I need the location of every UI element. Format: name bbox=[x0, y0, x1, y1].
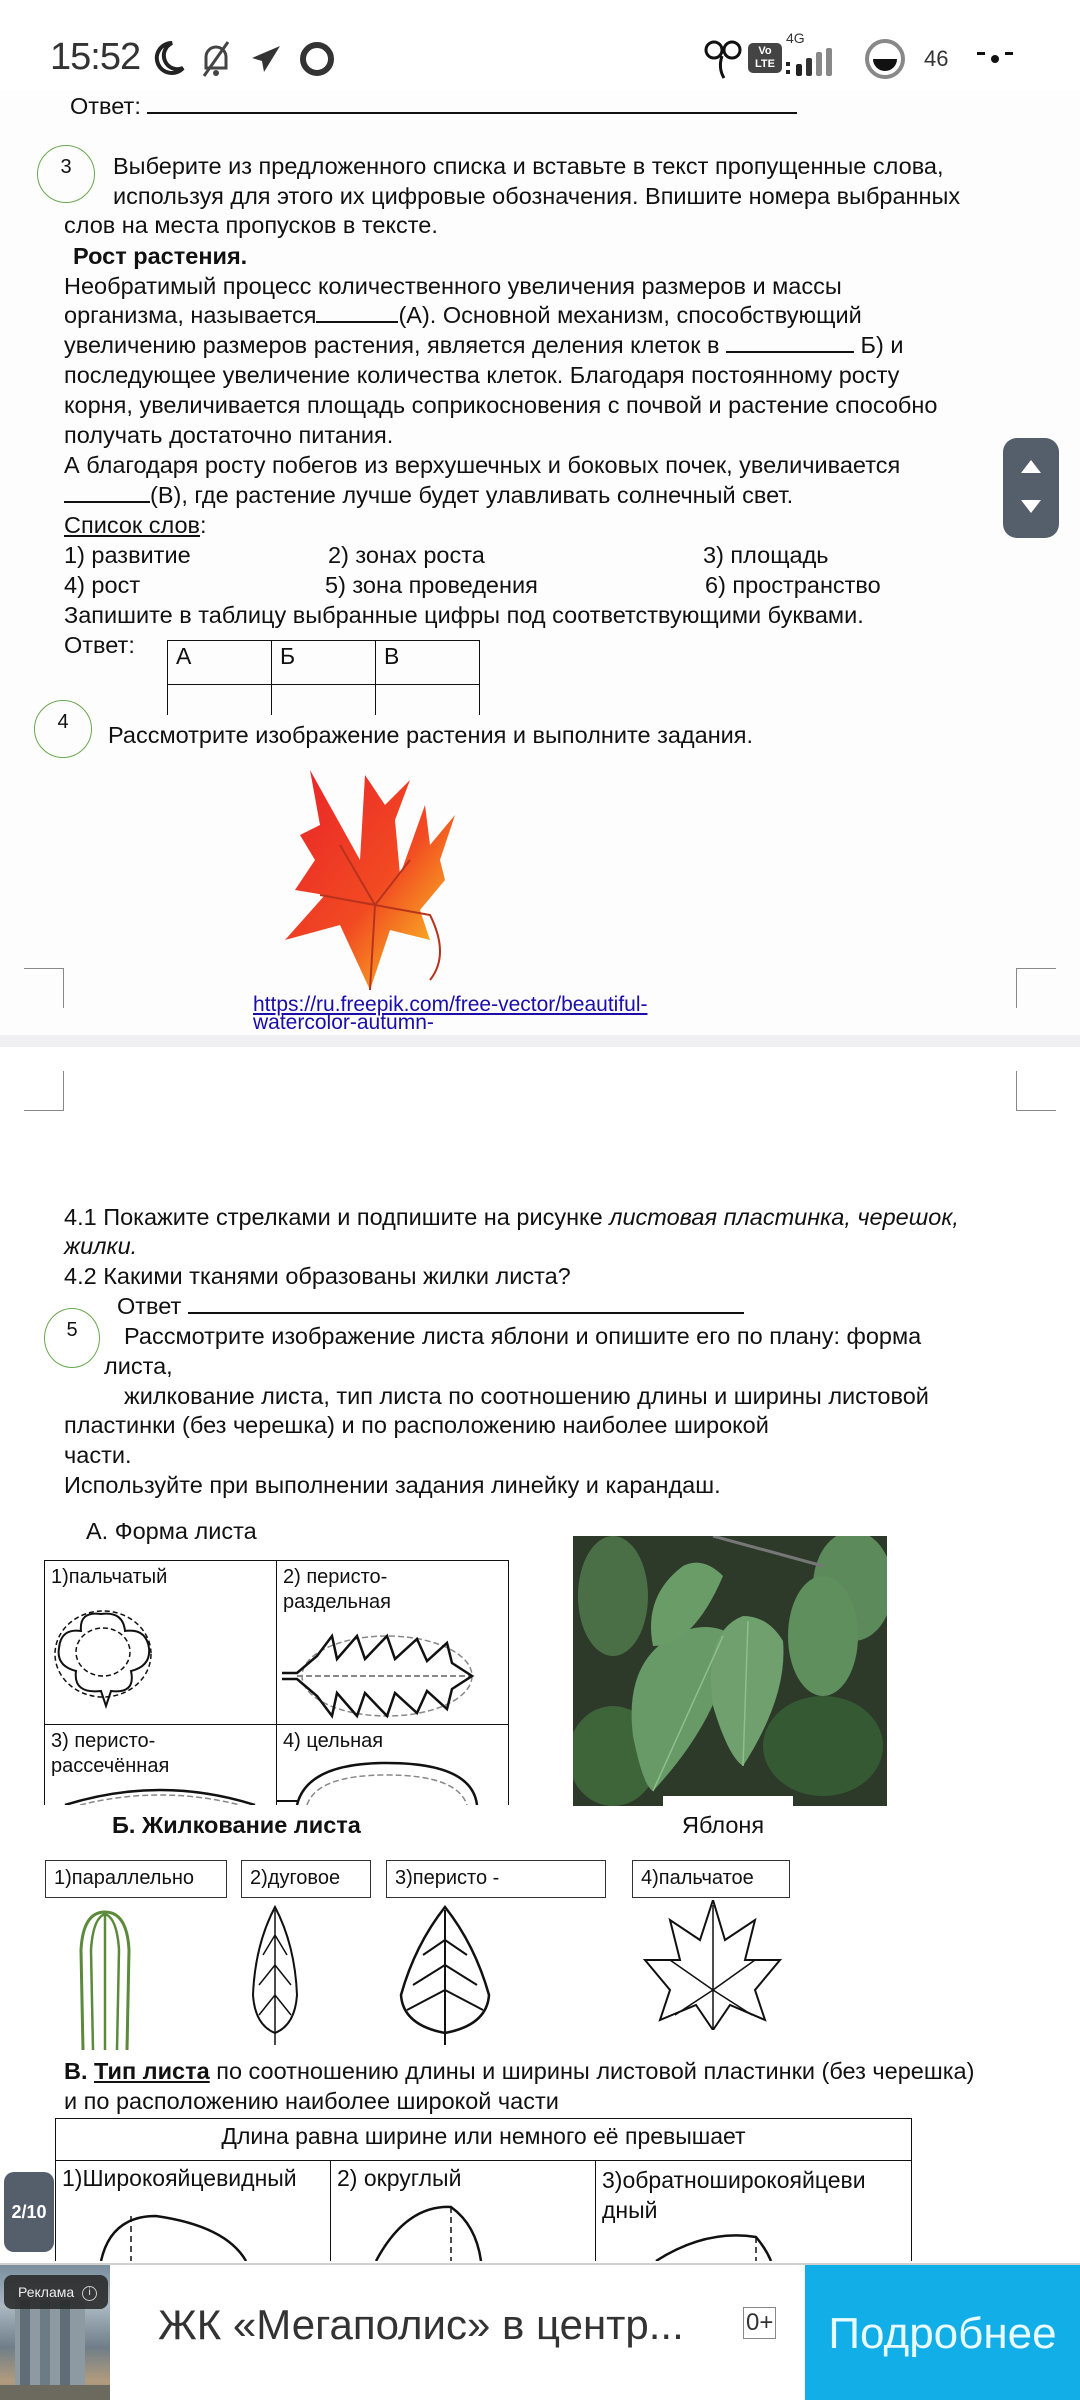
form-cell-2 bbox=[277, 1561, 509, 1725]
blank-v[interactable] bbox=[64, 481, 150, 503]
prev-answer-blank[interactable] bbox=[147, 92, 797, 114]
volte-icon: Vo LTE bbox=[748, 43, 782, 73]
q3-answer-table bbox=[167, 640, 480, 715]
more-icon bbox=[975, 48, 1015, 68]
q5-line-1: Рассмотрите изображение листа яблони и опишите его по плану: форма bbox=[124, 1323, 922, 1349]
form-cell-1 bbox=[45, 1561, 277, 1725]
venation-heading: Б. Жилкование листа bbox=[112, 1812, 361, 1838]
palmate-form-diagram bbox=[51, 1606, 161, 1711]
q4-subtask-2: 4.2 Какими тканями образованы жилки листа? bbox=[64, 1263, 571, 1289]
image-source-link-2[interactable]: watercolor-autumn- bbox=[253, 1011, 434, 1034]
status-bar bbox=[0, 0, 1080, 90]
flower-icon bbox=[704, 38, 744, 80]
q3-instruction-3: слов на места пропусков в тексте. bbox=[64, 212, 438, 238]
q5-line-4: пластинки (без черешка) и по расположению наиболее широкой bbox=[64, 1412, 769, 1438]
answer-cell-v[interactable] bbox=[376, 685, 480, 715]
prev-answer-label: Ответ: bbox=[70, 93, 141, 119]
q4-subtask-1-cont: жилки. bbox=[64, 1233, 138, 1259]
blank-a[interactable] bbox=[316, 301, 398, 323]
q5-line-6: Используйте при выполнении задания линейку и карандаш. bbox=[64, 1472, 721, 1498]
question-4-number: 4 bbox=[34, 700, 92, 758]
type-cell-3 bbox=[596, 2161, 912, 2261]
pinnatisect-form-diagram bbox=[60, 1781, 260, 1805]
word-1: 1) развитие bbox=[64, 542, 191, 568]
type-cell-1 bbox=[56, 2161, 331, 2261]
q3-text-line-1: Необратимый процесс количественного увеличения размеров и массы bbox=[64, 273, 842, 299]
word-list-colon: : bbox=[200, 512, 207, 538]
leaf-type-table bbox=[55, 2118, 912, 2261]
bell-off-icon bbox=[198, 40, 234, 78]
photo-caption: Яблоня bbox=[682, 1812, 765, 1838]
q5-line-3: жилкование листа, тип листа по соотношению длины и ширины листовой bbox=[124, 1383, 929, 1409]
answer-header-b: Б bbox=[272, 641, 376, 685]
page-corner-mark bbox=[24, 968, 64, 1008]
q4-answer-label: Ответ bbox=[117, 1293, 188, 1319]
q3-text-2a: организма, называется bbox=[64, 302, 317, 328]
q3-text-3b: Б) и bbox=[854, 332, 904, 358]
q3-text-line-4: последующее увеличение количества клеток. Благодаря постоянному росту bbox=[64, 362, 900, 388]
page-corner-mark bbox=[1016, 968, 1056, 1008]
ad-label-text: Реклама bbox=[18, 2284, 75, 2300]
page-counter: 2/10 bbox=[4, 2172, 54, 2252]
venation-label-4: 4)пальчатое bbox=[632, 1860, 790, 1898]
status-time: 15:52 bbox=[50, 36, 141, 78]
q3-text-2b: (А). Основной механизм, способствующий bbox=[398, 302, 862, 328]
word-4: 4) рост bbox=[64, 572, 141, 598]
q3-instruction-1: Выберите из предложенного списка и вставьте в текст пропущенные слова, bbox=[113, 153, 944, 179]
network-type: 4G bbox=[786, 30, 805, 46]
moon-icon bbox=[152, 40, 186, 76]
parallel-venation-leaf bbox=[75, 1910, 135, 2050]
pinnate-venation-leaf bbox=[395, 1905, 495, 2045]
q3-text-3a: увеличению размеров растения, является деления клеток в bbox=[64, 332, 727, 358]
type-table-header: Длина равна ширине или немного её превышает bbox=[56, 2119, 912, 2161]
q3-title: Рост растения. bbox=[73, 243, 248, 269]
q4-answer-blank[interactable] bbox=[188, 1292, 744, 1314]
venation-label-3: 3)перисто - bbox=[386, 1860, 606, 1898]
q3-instruction-2: используя для этого их цифровые обозначения. Впишите номера выбранных bbox=[113, 183, 961, 209]
form-label-4: 4) цельная bbox=[283, 1730, 384, 1752]
pinnatifid-form-diagram bbox=[277, 1631, 477, 1721]
type-heading-underlined: Тип листа bbox=[94, 2058, 210, 2084]
venation-label-1: 1)параллельно bbox=[45, 1860, 227, 1898]
maple-leaf-image bbox=[280, 765, 500, 995]
ad-building-image[interactable] bbox=[0, 2265, 110, 2400]
prev-answer-line bbox=[70, 91, 797, 121]
q4-sub1-italic: листовая пластинка, черешок, bbox=[609, 1204, 959, 1230]
fast-scroll-control[interactable] bbox=[1003, 438, 1059, 538]
form-label-3: 3) перисто-рассечённая bbox=[51, 1730, 170, 1777]
q5-line-2: листа, bbox=[104, 1353, 173, 1379]
answer-header-a: А bbox=[168, 641, 272, 685]
word-2: 2) зонах роста bbox=[328, 542, 485, 568]
q3-answer-label: Ответ: bbox=[64, 632, 135, 658]
ad-more-button[interactable]: Подробнее bbox=[805, 2265, 1080, 2400]
q3-text-line-8 bbox=[64, 480, 793, 510]
leaf-forms-table bbox=[44, 1560, 509, 1805]
palmate-venation-leaf bbox=[640, 1900, 785, 2030]
type-heading bbox=[64, 2056, 974, 2086]
form-heading: А. Форма листа bbox=[86, 1518, 257, 1544]
type-label-1: 1)Широкояйцевидный bbox=[62, 2165, 297, 2191]
answer-header-v: В bbox=[376, 641, 480, 685]
word-6: 6) пространство bbox=[705, 572, 881, 598]
word-list-label: Список слов bbox=[64, 512, 200, 538]
type-label-2: 2) округлый bbox=[337, 2165, 462, 2191]
blank-b[interactable] bbox=[726, 331, 854, 353]
answer-cell-a[interactable] bbox=[168, 685, 272, 715]
question-5-number: 5 bbox=[44, 1308, 100, 1368]
q3-text-line-6: получать достаточно питания. bbox=[64, 422, 394, 448]
word-3: 3) площадь bbox=[703, 542, 829, 568]
form-cell-3 bbox=[45, 1725, 277, 1805]
type-label-3: 3)обратноширокояйцеви дный bbox=[602, 2167, 866, 2223]
type-heading-line-2: и по расположению наиболее широкой части bbox=[64, 2088, 559, 2114]
signal-icon bbox=[786, 48, 846, 80]
word-list-heading bbox=[64, 510, 207, 540]
form-label-2: 2) перисто-раздельная bbox=[283, 1566, 391, 1613]
ad-label bbox=[4, 2275, 108, 2309]
form-label-1: 1)пальчатый bbox=[51, 1566, 168, 1588]
answer-cell-b[interactable] bbox=[272, 685, 376, 715]
broad-ovate-diagram bbox=[86, 2211, 256, 2261]
ad-banner[interactable] bbox=[0, 2263, 1080, 2400]
q4-answer-line bbox=[117, 1291, 744, 1321]
telegram-icon bbox=[250, 44, 282, 74]
battery-saver-icon bbox=[864, 38, 906, 80]
apple-leaf-photo bbox=[573, 1536, 887, 1806]
q3-text-line-5: корня, увеличивается площадь соприкосновения с почвой и растение способно bbox=[64, 392, 938, 418]
q3-text-line-7: А благодаря росту побегов из верхушечных и боковых почек, увеличивается bbox=[64, 452, 901, 478]
word-5: 5) зона проведения bbox=[325, 572, 538, 598]
q3-text-line-3 bbox=[64, 330, 903, 360]
type-heading-letter: В. bbox=[64, 2058, 95, 2084]
obovate-diagram bbox=[646, 2233, 796, 2261]
q4-subtask-1 bbox=[64, 1202, 959, 1232]
page-corner-mark bbox=[24, 1071, 64, 1111]
q4-sub1-text: 4.1 Покажите стрелками и подпишите на рисунке bbox=[64, 1204, 610, 1230]
page-separator bbox=[0, 1035, 1080, 1047]
ad-age-rating: 0+ bbox=[743, 2307, 776, 2339]
battery-level: 46 bbox=[924, 46, 949, 71]
type-cell-2 bbox=[331, 2161, 596, 2261]
circle-icon bbox=[298, 40, 336, 78]
venation-label-2: 2)дуговое bbox=[241, 1860, 371, 1898]
q5-line-5: части. bbox=[64, 1442, 132, 1468]
q3-text-8b: (В), где растение лучше будет улавливать солнечный свет. bbox=[150, 482, 794, 508]
image-source-link-1[interactable]: https://ru.freepik.com/free-vector/beautiful- bbox=[253, 993, 648, 1016]
page-corner-mark bbox=[1016, 1071, 1056, 1111]
round-diagram bbox=[366, 2205, 506, 2261]
question-3-number: 3 bbox=[37, 145, 95, 203]
info-icon[interactable]: i bbox=[82, 2286, 97, 2301]
type-heading-rest: по соотношению длины и ширины листовой пластинки (без черешка) bbox=[209, 2058, 975, 2084]
scroll-up-icon[interactable] bbox=[1021, 460, 1041, 473]
q4-instruction: Рассмотрите изображение растения и выполните задания. bbox=[108, 722, 754, 748]
arcuate-venation-leaf bbox=[245, 1905, 305, 2045]
entire-form-diagram bbox=[277, 1759, 487, 1805]
ad-title[interactable]: ЖК «Мегаполис» в центр... bbox=[158, 2301, 684, 2348]
form-cell-4 bbox=[277, 1725, 509, 1805]
q3-table-instruction: Запишите в таблицу выбранные цифры под соответствующими буквами. bbox=[64, 602, 864, 628]
q3-text-line-2 bbox=[64, 300, 862, 330]
scroll-down-icon[interactable] bbox=[1021, 500, 1041, 513]
